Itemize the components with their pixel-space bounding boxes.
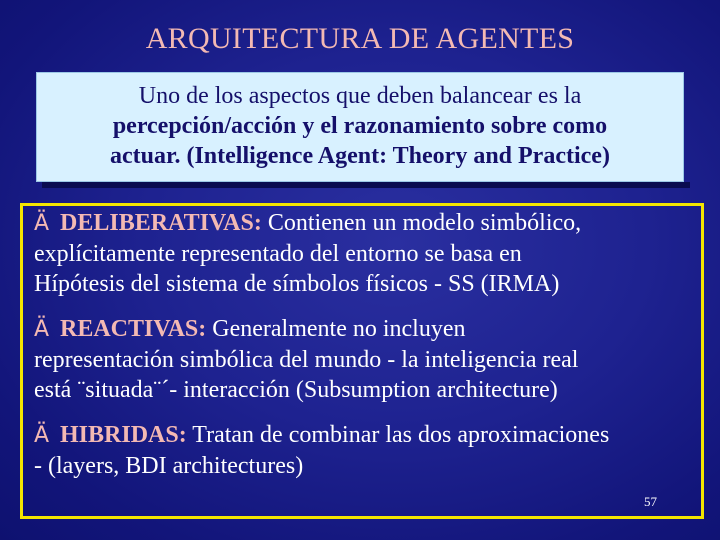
item-text-1: Generalmente no incluyen: [206, 316, 466, 342]
item-first-line: [34, 208, 701, 239]
list-item-deliberativas: [34, 208, 701, 299]
item-text-2: representación simbólica del mundo - la inteligencia real: [34, 347, 579, 373]
architecture-types-box: [20, 203, 704, 519]
item-text-1: Contienen un modelo simbólico,: [261, 210, 582, 236]
intro-box-shadow: [42, 182, 690, 188]
item-term: DELIBERATIVAS:: [60, 210, 262, 236]
page-number: 57: [644, 494, 657, 509]
arrow-bullet-icon: Ä: [34, 423, 50, 448]
arrow-bullet-icon: Ä: [34, 211, 50, 236]
item-text-3: Hípótesis del sistema de símbolos físicos - SS (IRMA): [34, 271, 560, 297]
item-text-2: - (layers, BDI architectures): [34, 453, 304, 479]
item-first-line: [34, 420, 701, 451]
arrow-bullet-icon: Ä: [34, 317, 50, 342]
intro-line-3: actuar. (Intelligence Agent: Theory and Practice): [110, 143, 610, 169]
intro-line-1: Uno de los aspectos que deben balancear es la: [138, 83, 582, 109]
item-first-line: [34, 314, 701, 345]
intro-box: [36, 72, 684, 182]
list-item-hibridas: [34, 420, 701, 481]
item-term: HIBRIDAS:: [60, 422, 187, 448]
item-text-3: está ¨situada¨´- interacción (Subsumption architecture): [34, 377, 558, 403]
list-item-reactivas: [34, 314, 701, 405]
item-text-2: explícitamente representado del entorno se basa en: [34, 241, 522, 267]
item-text-1: Tratan de combinar las dos aproximaciones: [186, 422, 610, 448]
intro-line-2: percepción/acción y el razonamiento sobre como: [112, 113, 608, 139]
item-term: REACTIVAS:: [60, 316, 207, 342]
slide-title: ARQUITECTURA DE AGENTES: [145, 22, 575, 55]
